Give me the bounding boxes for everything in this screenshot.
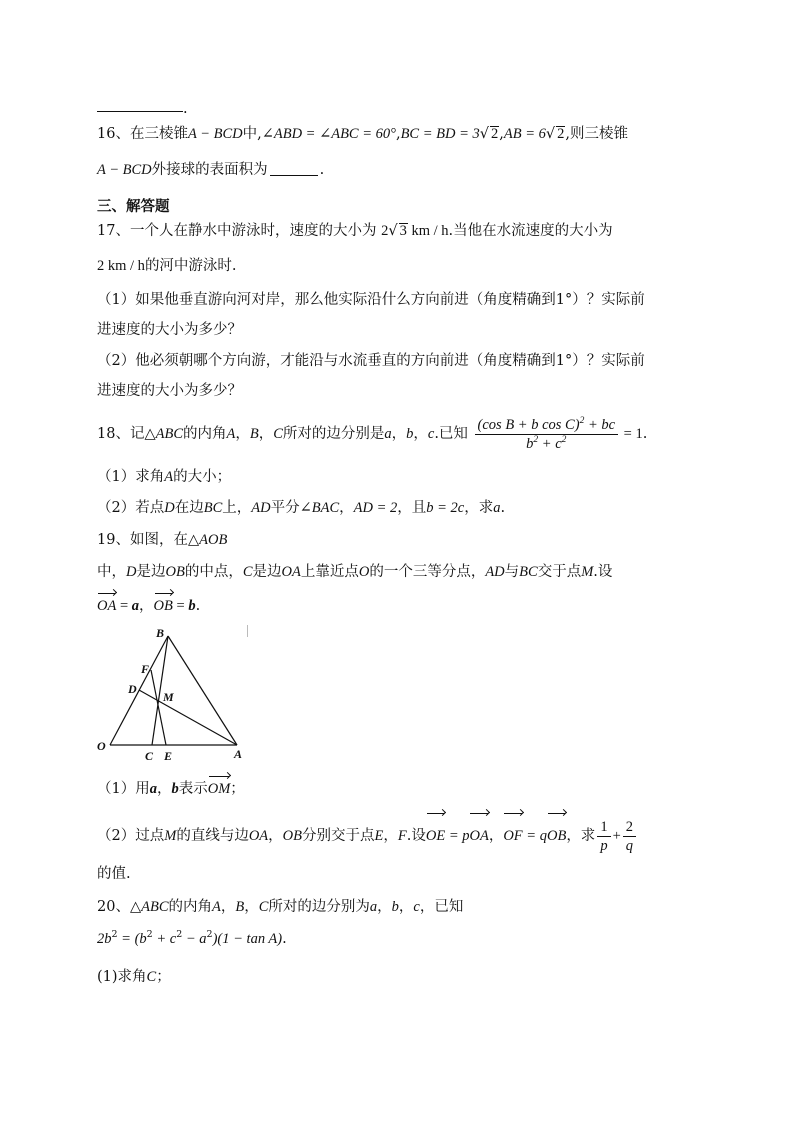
q20-a: a [369, 899, 378, 915]
q20-p1-text: (1)求角 [97, 969, 147, 985]
q16-solid: A − BCD [187, 126, 243, 142]
q19-p2-eq2: = q [522, 828, 547, 844]
q19-p2-text5: ，求 [566, 828, 596, 844]
q16-text3: 则三棱锥 [569, 126, 628, 142]
label-F: F [141, 662, 150, 676]
q19-frac2-den: q [625, 837, 633, 854]
q20-end: . [282, 931, 287, 947]
edge-BA [168, 636, 237, 745]
q18-p2-eq2: b = 2c [426, 500, 465, 516]
q19-p2-F: F [397, 828, 407, 844]
triangle-figure [95, 625, 250, 765]
q20-b: b [391, 899, 399, 915]
q18-p2-end: . [500, 500, 506, 516]
q18-B: B [249, 426, 259, 442]
q20-text2: 的内角 [168, 899, 212, 915]
q18-p2-text5: ，且 [397, 500, 427, 516]
q19-frac1-den: p [600, 837, 608, 854]
q19-l2a: 中， [97, 564, 126, 580]
q18-b: b [406, 426, 414, 442]
q19-C: C [242, 564, 253, 580]
q17-speed-sqrt: 3 [399, 223, 407, 239]
q17-speed-unit: km / h [407, 223, 449, 239]
q18-p1-A: A [164, 469, 174, 485]
q18-part1 [97, 467, 231, 487]
q20-eq1: 2b [97, 931, 112, 947]
q19-M: M [581, 564, 594, 580]
q16-ab-eq: AB = 6 [503, 126, 546, 142]
q19-vec-OM: OM [207, 781, 231, 797]
q19-part1 [97, 779, 245, 799]
q19-p2-text3: 分别交于点 [302, 828, 375, 844]
label-C: C [145, 749, 154, 763]
q19-vec-OB2: OB [547, 816, 566, 856]
q19-frac1-num: 1 [597, 818, 610, 837]
q18-p1-text: （1）求角 [97, 469, 165, 485]
label-D: D [128, 682, 137, 696]
q19-line2 [97, 562, 612, 582]
section-title: 三、解答题 [97, 199, 170, 215]
q19-text1: 如图，在△ [129, 532, 200, 548]
q18-p2-D: D [164, 500, 175, 516]
q18-a: a [384, 426, 392, 442]
q19-tail: 的值. [97, 866, 131, 882]
q19-vec-OA2: OA [469, 816, 488, 856]
q19-l2c: 的中点， [184, 564, 243, 580]
q19-vec-OA: OA [97, 598, 117, 614]
q18-number: 18、 [97, 426, 130, 442]
q16-sqrt2: 2 [557, 126, 565, 142]
q18-line1: 18、记△ABC的内角A，B，C所对的边分别是a，b，c.已知 $\frac{(\cos B + b \cos C)^2 + bc}{b^2 + c^2}$ = 1. [97, 415, 648, 452]
q17-part2-line1: （2）他必须朝哪个方向游，才能沿与水流垂直的方向前进（角度精确到1°）？实际前 [97, 353, 645, 369]
q17-line2 [97, 256, 237, 276]
q20-eq5: )(1 − tan A) [212, 931, 283, 947]
label-E: E [164, 749, 173, 763]
q19-p1-a: a [149, 781, 157, 797]
q18-p2-sep: ， [339, 500, 354, 516]
label-A: A [234, 747, 243, 761]
q19-p1-sep: ， [156, 781, 172, 797]
q19-AD: AD [485, 564, 505, 580]
q17-river-speed: 2 km / h [97, 258, 145, 274]
q20-C: C [258, 899, 269, 915]
q19-p2-OA: OA [248, 828, 269, 844]
q18-p2-a: a [493, 500, 501, 516]
q18-frac-denominator: b [526, 435, 534, 452]
q19-l2b: 是边 [136, 564, 166, 580]
q20-p1-C: C [146, 969, 157, 985]
q16-angle-eq: ∠ABD = ∠ABC = 60° [261, 126, 396, 142]
q19-l2d: 是边 [252, 564, 282, 580]
q17-speed-coef: 2 [381, 223, 389, 239]
q18-p2-text2: 在边 [174, 500, 204, 516]
q19-l2i: .设 [593, 564, 613, 580]
q19-l2f: 的一个三等分点， [369, 564, 486, 580]
q20-eq4: − a [182, 931, 207, 947]
q19-p2-OB: OB [282, 828, 303, 844]
q19-p2-text2: 的直线与边 [176, 828, 249, 844]
label-O: O [97, 739, 106, 753]
q18-text3: 所对的边分别是 [282, 426, 385, 442]
q18-p2-text6: ，求 [464, 500, 494, 516]
q16-sqrt1: 2 [491, 126, 499, 142]
q20-triangle: ABC [141, 899, 169, 915]
q19-end: . [195, 598, 201, 614]
q19-OA: OA [281, 564, 301, 580]
q16-end: . [319, 162, 325, 178]
q19-O: O [358, 564, 370, 580]
q19-p2-text4: .设 [406, 828, 426, 844]
q19-sep: ， [139, 598, 154, 614]
q19-line3: OA = a，OB = b. [97, 598, 201, 614]
q19-a: a [131, 598, 140, 614]
q17-text1: 一个人在静水中游泳时，速度的大小为 [129, 223, 377, 239]
q19-frac2 [623, 818, 636, 855]
q20-A: A [212, 899, 221, 915]
q19-vec-OB: OB [153, 598, 173, 614]
q18-part2 [97, 498, 505, 518]
q19-frac1 [597, 818, 610, 855]
q18-frac-numerator: (cos B + b cos C) [477, 416, 580, 433]
q17-part2-line2: 进速度的大小为多少？ [97, 383, 242, 399]
q19-part2 [97, 816, 638, 856]
q20-B: B [235, 899, 245, 915]
previous-period: . [183, 101, 188, 117]
q16-bc-eq: BC = BD = 3 [400, 126, 480, 142]
q19-l2g: 与 [504, 564, 520, 580]
q20-text3: 所对的边分别为 [268, 899, 370, 915]
q19-eq-a: = [116, 598, 132, 614]
label-B: B [156, 626, 165, 640]
q19-number: 19、 [97, 532, 130, 548]
previous-answer-blank [97, 111, 183, 112]
q18-p2-BC: BC [203, 500, 223, 516]
q19-p1-text: （1）用 [97, 781, 150, 797]
q20-line1: 20、△ABC的内角A，B，C所对的边分别为a，b，c，已知 [97, 899, 464, 915]
q19-p2-eq1: = p [445, 828, 470, 844]
q19-l2h: 交于点 [537, 564, 582, 580]
q18-p2-text4: 平分 [270, 500, 300, 516]
label-M: M [163, 690, 174, 704]
q19-frac2-num: 2 [623, 818, 636, 837]
q20-number: 20、 [97, 899, 130, 915]
q18-triangle: ABC [155, 426, 183, 442]
q17-text2: .当他在水流速度的大小为 [448, 223, 613, 239]
q19-p2-sep1: ， [268, 828, 283, 844]
q19-vec-OF: OF [503, 816, 522, 856]
q19-p1-end: ； [230, 781, 245, 797]
q20-c: c [413, 899, 420, 915]
q20-equation: $2b^2 = (b^2 + c^2 - a^2)(1 - \tan A)$. [97, 929, 287, 947]
q20-p1-end: ； [156, 969, 171, 985]
q18-fraction: $\frac{(\cos B + b \cos C)^2 + bc}{b^2 + c^2}$ [475, 416, 619, 453]
q18-end: . [642, 426, 648, 442]
q20-text1: △ [129, 899, 142, 915]
q17-line1: 17、一个人在静水中游泳时，速度的大小为 2√ 3 km / h.当他在水流速度的大小为 [97, 223, 613, 239]
q16-line1: 16、在三棱锥A − BCD中,∠ABD = ∠ABC = 60°,BC = BD = 3√ 2,AB = 6√ 2,则三棱锥 [97, 126, 628, 142]
q18-c: c [427, 426, 435, 442]
q18-C: C [273, 426, 283, 442]
q19-b: b [188, 598, 196, 614]
q20-part1 [97, 967, 171, 987]
q18-p2-eq1: AD = 2 [353, 500, 398, 516]
q18-text4: .已知 [434, 426, 468, 442]
q19-vec-OE: OE [426, 816, 445, 856]
q19-OB: OB [165, 564, 185, 580]
q20-text4: ，已知 [419, 899, 464, 915]
q19-triangle: AOB [199, 532, 228, 548]
q16-line2 [97, 160, 324, 180]
q19-p2-E: E [374, 828, 384, 844]
q19-p2-sep3: ， [488, 828, 504, 844]
q18-p2-text3: 上， [222, 500, 252, 516]
q17-part1-line2: 进速度的大小为多少？ [97, 322, 242, 338]
q19-p1-b: b [171, 781, 179, 797]
q19-BC: BC [519, 564, 538, 580]
q16-answer-blank [270, 161, 318, 176]
triangle-figure-svg [95, 625, 250, 765]
q17-text4: 的河中游泳时. [144, 258, 237, 274]
q20-eq3: + c [152, 931, 177, 947]
q16-number: 16、 [97, 126, 130, 142]
q19-p2-M: M [164, 828, 177, 844]
q16-text: 在三棱锥 [129, 126, 188, 142]
q20-eq2: = (b [117, 931, 147, 947]
q19-p2-text1: （2）过点 [97, 828, 165, 844]
q17-number: 17、 [97, 223, 130, 239]
q18-p2-text: （2）若点 [97, 500, 165, 516]
q18-frac-denominator2: + c [538, 435, 562, 452]
q19-l2e: 上靠近点 [300, 564, 359, 580]
q16-text4: 外接球的表面积为 [151, 162, 268, 178]
q19-p1-text2: 表示 [178, 781, 208, 797]
q18-p2-angle: ∠BAC [299, 500, 340, 516]
q19-plus: + [612, 828, 621, 844]
q16-text2: 中, [242, 126, 262, 142]
q18-text2: 的内角 [183, 426, 227, 442]
q19-line1 [97, 530, 227, 550]
q18-text1: 记△ [129, 426, 156, 442]
q19-D: D [126, 564, 137, 580]
q18-p1-text2: 的大小； [173, 469, 232, 485]
q18-A: A [226, 426, 236, 442]
q16-solid2: A − BCD [97, 162, 152, 178]
q19-p2-sep2: ， [383, 828, 398, 844]
q18-frac-numerator2: + bc [584, 416, 616, 433]
q17-part1-line1: （1）如果他垂直游向河对岸，那么他实际沿什么方向前进（角度精确到1°）？实际前 [97, 292, 645, 308]
q18-eq-tail: = 1 [620, 426, 643, 442]
q18-p2-AD: AD [251, 500, 271, 516]
